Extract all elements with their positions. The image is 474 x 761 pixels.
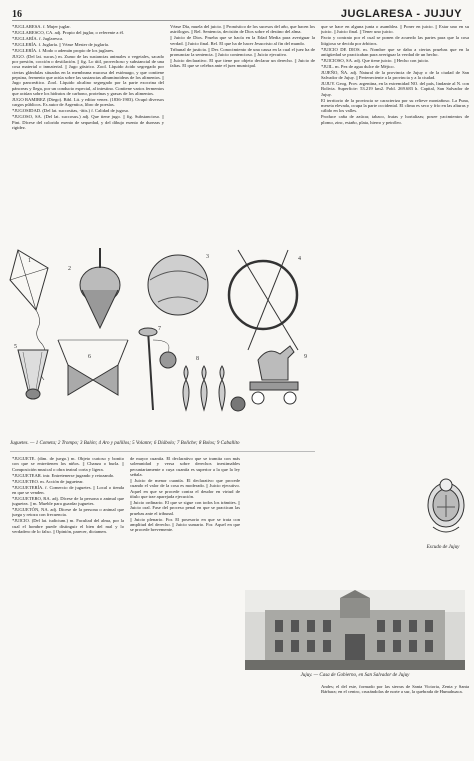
ball-drawing: [148, 254, 209, 315]
middle-column: [170, 24, 315, 238]
entry-paragraph: de mayor cuantía. El declarativo que se tramita con más solemnidad y versa sobre derechos inestimables pecuniariamente o cuya cuantía es superior a la que la ley señala.: [130, 456, 240, 478]
left-column: [12, 24, 164, 238]
entry-paragraph: || Juicio de menor cuantía. El declarativo que procede cuando el valor de la cosa es moderado. || Juicio ejecutivo. Aquel en que se procede contra el deudor en virtud de título que trae aparejada ejecución.: [130, 477, 240, 499]
entry-paragraph: *JUGLERÍA. f. Juglaría. || Véase Mester de juglaría.: [12, 41, 110, 47]
toys-illustration: [8, 240, 313, 435]
entry-paragraph: Véase Día, muela del juicio. || Pronóstico de los sucesos del año, que hacen los astrólogos. || Rel. Sentencia, decisión de Dios sobre el destino del alma.: [170, 24, 315, 35]
entry-paragraph: *JUGUETEO. m. Acción de juguetear.: [12, 478, 84, 484]
svg-text:5: 5: [14, 344, 17, 350]
entry-paragraph: *JUICIO DE DIOS. m. Nombre que se daba a ciertas pruebas que en la antigüedad se practicaban para averiguar la verdad de un hecho.: [321, 46, 469, 57]
entry-paragraph: *JUGLARÍA. f. Juglaresca.: [12, 35, 64, 41]
diabolo-drawing: [58, 340, 128, 395]
footer-right-text: Andes; el del este, formado por las sierras de Santa Victoria, Zenta y Santa Bárbara; en el centro, cruzándolas de norte a sur, la quebrada de Humahuaca.: [321, 684, 469, 695]
page-header: [12, 6, 462, 21]
svg-text:1: 1: [28, 258, 31, 264]
entry-paragraph: *JUICIOSO, SA. adj. Que tiene juicio. || Hecho con juicio.: [321, 57, 430, 63]
entry-paragraph: *JUIL. m. Pez de agua dulce de Méjico.: [321, 63, 395, 69]
figure-caption: Juguetes. — 1 Cometa; 2 Trompo; 3 Balón; 4 Aro y palillos; 5 Volante; 6 Diábolo; 7 Boliche; 8 Bolos; 9 Caballito: [10, 441, 240, 446]
running-head: JUGLARESA - JUJUY: [340, 8, 462, 20]
spinning-top-drawing: [68, 248, 120, 328]
page-number: 16: [12, 9, 22, 20]
entry-paragraph: *JUGLERÍA. f. Modo o ademán propio de los juglares.: [12, 47, 115, 53]
entry-paragraph: *JUGLARESCO, CA. adj. Propio del juglar, o referente a él.: [12, 29, 125, 35]
svg-text:2: 2: [68, 266, 71, 272]
svg-text:3: 3: [206, 254, 209, 260]
entry-paragraph: Pacto y contrato por el cual se ponen de acuerdo las partes para que la cosa litigiosa se decida por árbitros.: [321, 35, 469, 46]
svg-text:8: 8: [196, 356, 199, 362]
entry-paragraph: *JUGUETERÍA. f. Comercio de juguetes. || Local o tienda en que se venden.: [12, 484, 124, 495]
entry-paragraph: Produce caña de azúcar, tabaco, frutas y hortalizas; posee yacimientos de plomo, zinc, estaño, plata, hierro y petróleo.: [321, 114, 469, 125]
entry-paragraph: *JUGOSO, SA. (Del lat. succosus.) adj. Que tiene jugo. || fig. Substancioso. || Pint. Dícese del colorido exento de sequedad, y del dibujo exento de durezas y rigidez.: [12, 114, 164, 130]
entry-paragraph: JUJEÑO, ÑA. adj. Natural de la provincia de Jujuy o de la ciudad de San Salvador de Jujuy. || Perteneciente a la provincia y a la ciudad.: [321, 69, 469, 81]
shuttlecock-drawing: [14, 344, 48, 399]
entry-paragraph: JUGO RAMIREZ (Diego). Bibl. Lit. y editor venez. (1836-1903). Ocupó diversos cargos públicos. Es autor de Argentica, libro de poesías.: [12, 97, 164, 108]
right-column: [321, 24, 469, 469]
bottom-middle-column: [130, 456, 240, 754]
entry-paragraph: || Juicio plenario. For. El posesorio en que se trata con amplitud del derecho. || Juicio sumario. For. Aquel en que se procede brevemente.: [130, 516, 240, 533]
entry-paragraph: *JUGUETE. (dim. de juego.) m. Objeto curioso y bonito con que se entretienen los niños. || Chanza o burla. || Composición musical o obra teatral corta y ligera.: [12, 456, 124, 472]
entry-paragraph: *JUGUETEAR. intr. Entretenerse jugando y retozando.: [12, 472, 115, 478]
government-house-photo: [245, 590, 465, 670]
svg-text:4: 4: [298, 256, 301, 262]
entry-paragraph: JUJUY. Geog. Prov. argentina, en la extremidad NO. del país, lindante al N. con Bolivia. Superficie: 53.219 km2. Pobl. 269.683 h. Capital, San Salvador de Jujuy.: [321, 81, 469, 97]
entry-paragraph: que se hace en alguna junta o asamblea. || Poner en juicio. || Estar uno en su juicio. || Juicio final. || Tener uno juicio.: [321, 24, 469, 35]
entry-paragraph: *JUICIO. (Del lat. iudicium.) m. Facultad del alma, por la cual el hombre puede distinguir el bien del mal y lo verdadero de lo falso. || Opinión, parecer, dictamen.: [12, 518, 124, 535]
skittles-drawing: [183, 356, 245, 411]
svg-text:9: 9: [304, 354, 307, 360]
svg-text:6: 6: [88, 354, 91, 360]
coat-of-arms-image: [423, 473, 469, 543]
hobby-horse-drawing: [250, 346, 307, 404]
photo-caption: Jujuy. — Casa de Gobierno, en San Salvador de Jujuy: [300, 673, 410, 678]
bottom-left-column: [12, 456, 124, 754]
svg-text:7: 7: [158, 326, 161, 332]
entry-paragraph: JUGO. (Del lat. sucus.) m. Zumo de las sustancias animales o vegetales, sacado por presión, cocción o destilación. || fig. Lo útil, provechoso y substancial de una cosa material o inmaterial. || Jugo gástrico. Zool. Líquido ácido segregado por ciertas glándulas situadas en la membrana mucosa del estómago, y que contiene pepsina, fermento que actúa sobre las sustancias albuminoideas de los alimentos. || Jugo pancreático. Zool. Líquido alcalino segregado por la parte exocrina del páncreas y llega, por un conducto especial, al intestino. Contiene varios fermentos que actúan sobre los hidratos de carbono, proteínas y grasas de los alimentos.: [12, 53, 164, 97]
hoop-drawing: [229, 250, 301, 350]
cup-and-ball-drawing: [139, 326, 176, 410]
divider: [10, 451, 315, 452]
entry-paragraph: || Juicio ordinario. El que se sigue con todos los trámites. || Juicio oral. Fase del proceso penal en que se practican las pruebas ante el tribunal.: [130, 499, 240, 516]
entry-paragraph: || Juicio declarativo. El que tiene por objeto declarar un derecho. || Juicio de faltas. El que se celebra ante el juez municipal.: [170, 57, 315, 69]
entry-paragraph: Tribunal de justicia. || Der. Conocimiento de una causa en la cual el juez ha de pronunciar la sentencia. || Juicio contencioso. || Juicio ejecutivo.: [170, 46, 315, 57]
entry-paragraph: *JUGOSIDAD. (Del lat. succositas, -ātis.) f. Calidad de jugoso.: [12, 108, 130, 114]
coat-of-arms-caption: Escudo de Jujuy: [426, 545, 460, 550]
entry-paragraph: El territorio de la provincia se caracteriza por su relieve montañoso. La Puna, meseta elevada, ocupa la parte occidental. El clima es seco y frío en las alturas y cálido en los valles.: [321, 97, 469, 114]
entry-paragraph: *JUGUETÓN, NA. adj. Dícese de la persona o animal que juega y retoza con frecuencia.: [12, 507, 124, 518]
entry-paragraph: *JUGUETERO, RA. adj. Dícese de la persona o animal que juguetea. || m. Mueble para guardar juguetes.: [12, 495, 124, 507]
entry-paragraph: || Juicio de Dios. Prueba que se hacía en la Edad Media para averiguar la verdad. || Juicio final. Rel. El que ha de hacer Jesucristo al fin del mundo.: [170, 35, 315, 46]
entry-paragraph: *JUGLARESA. f. Mujer juglar.: [12, 24, 71, 29]
